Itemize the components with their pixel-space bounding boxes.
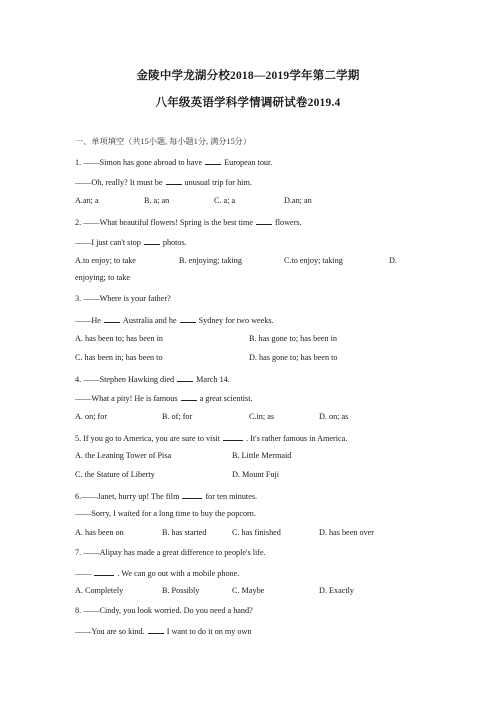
q2-reply-text-b: photos. (162, 238, 187, 247)
answer-blank (205, 156, 221, 165)
q1-stem-text-b: European tour. (224, 158, 273, 167)
q7-reply-text-a: —— (75, 569, 92, 578)
q7-option-b: B. Possibly (162, 586, 200, 595)
q6-stem-text-a: 6.——Janet, hurry up! The film (75, 492, 180, 501)
answer-blank (180, 314, 196, 323)
question-7-reply (75, 567, 239, 578)
q3-option-b: B. has gone to; has been in (249, 334, 337, 343)
q1-option-c: C. a; a (214, 196, 236, 205)
q4-reply-text-b: a great scientist. (199, 394, 253, 403)
q4-reply-text-a: ——What a pity! He is famous (75, 394, 178, 403)
q8-reply-text-a: ——You are so kind. (75, 627, 145, 636)
q3-reply-text-a: ——He (75, 316, 101, 325)
question-2-reply (75, 236, 187, 247)
question-6-reply: ——Sorry, I waited for a long time to buy the popcorn. (75, 509, 256, 518)
q6-option-d: D. has been over (319, 528, 375, 537)
answer-blank (223, 432, 243, 441)
q2-option-d: D. (389, 256, 397, 265)
q2-option-b: B. enjoying; taking (179, 256, 242, 265)
q2-option-d-continued: enjoying; to take (75, 273, 131, 282)
q8-reply-text-b: I want to do it on my own (166, 627, 252, 636)
answer-blank (256, 216, 272, 225)
answer-blank (144, 236, 160, 245)
question-4-reply (75, 392, 253, 403)
q7-option-a: A. Completely (75, 586, 124, 595)
q6-option-b: B. has started (162, 528, 207, 537)
q1-reply-text-b: unusual trip for him. (184, 178, 252, 187)
answer-blank (148, 625, 164, 634)
q4-option-d: D. on; as (319, 412, 349, 421)
question-5-stem (75, 432, 347, 443)
q5-stem-text-a: 5. If you go to America, you are sure to visit (75, 434, 221, 443)
q5-option-c: C. the Stature of Liberty (75, 470, 155, 479)
q4-stem-text-b: March 14. (196, 375, 230, 384)
q1-option-a: A.an; a (75, 196, 99, 205)
answer-blank (177, 373, 193, 382)
question-3-reply (75, 314, 274, 325)
q3-reply-text-b: Australia and he (122, 316, 177, 325)
q3-option-c: C. has been in; has been to (75, 353, 163, 362)
q7-option-c: C. Maybe (232, 586, 265, 595)
q2-option-a: A.to enjoy; to take (75, 256, 136, 265)
q1-stem-text-a: 1. ——Simon has gone abroad to have (75, 158, 203, 167)
q3-reply-text-c: Sydney for two weeks. (198, 316, 274, 325)
q3-option-d: D. has gone to; has been to (249, 353, 338, 362)
section-heading: 一、单项填空（共15小题, 每小题1分, 满分15分） (75, 137, 252, 146)
answer-blank (94, 567, 114, 576)
q4-stem-text-a: 4. ——Stephen Hawking died (75, 375, 175, 384)
question-6-stem (75, 490, 257, 501)
q1-option-b: B. a; an (144, 196, 170, 205)
q7-reply-text-b: . We can go out with a mobile phone. (117, 569, 240, 578)
q2-reply-text-a: ——I just can't stop (75, 238, 141, 247)
q5-option-a: A. the Leaning Tower of Pisa (75, 451, 172, 460)
q1-option-d: D.an; an (284, 196, 312, 205)
answer-blank (181, 392, 197, 401)
question-3-stem: 3. ——Where is your father? (75, 294, 171, 303)
question-1-stem (75, 156, 272, 167)
question-7-stem: 7. ——Alipay has made a great difference to people's life. (75, 548, 266, 557)
q4-option-b: B. of; for (162, 412, 193, 421)
question-4-stem (75, 373, 230, 384)
exam-title-school: 金陵中学龙湖分校2018—2019学年第二学期 (136, 70, 360, 82)
q1-reply-text-a: ——Oh, really? It must be (75, 178, 163, 187)
q5-stem-text-b: . It's rather famous in America. (246, 434, 348, 443)
q5-option-d: D. Mount Fuji (232, 470, 280, 479)
question-8-reply (75, 625, 252, 636)
q5-option-b: B. Little Mermaid (232, 451, 292, 460)
question-8-stem: 8. ——Cindy, you look worried. Do you need a hand? (75, 606, 253, 615)
q6-option-c: C. has finished (232, 528, 281, 537)
answer-blank (104, 314, 120, 323)
q2-stem-text-a: 2. ——What beautiful flowers! Spring is the best time (75, 218, 254, 227)
answer-blank (182, 490, 202, 499)
q2-stem-text-b: flowers. (275, 218, 302, 227)
q4-option-c: C.in; as (249, 412, 275, 421)
q3-option-a: A. has been to; has been in (75, 334, 163, 343)
question-2-stem (75, 216, 302, 227)
answer-blank (166, 176, 182, 185)
q6-stem-text-b: for ten minutes. (205, 492, 258, 501)
q4-option-a: A. on; for (75, 412, 108, 421)
q7-option-d: D. Exactly (319, 586, 355, 595)
q2-option-c: C.to enjoy; taking (284, 256, 343, 265)
exam-title-paper: 八年级英语学科学情调研试卷2019.4 (155, 97, 341, 109)
q6-option-a: A. has been on (75, 528, 124, 537)
question-1-reply (75, 176, 252, 187)
